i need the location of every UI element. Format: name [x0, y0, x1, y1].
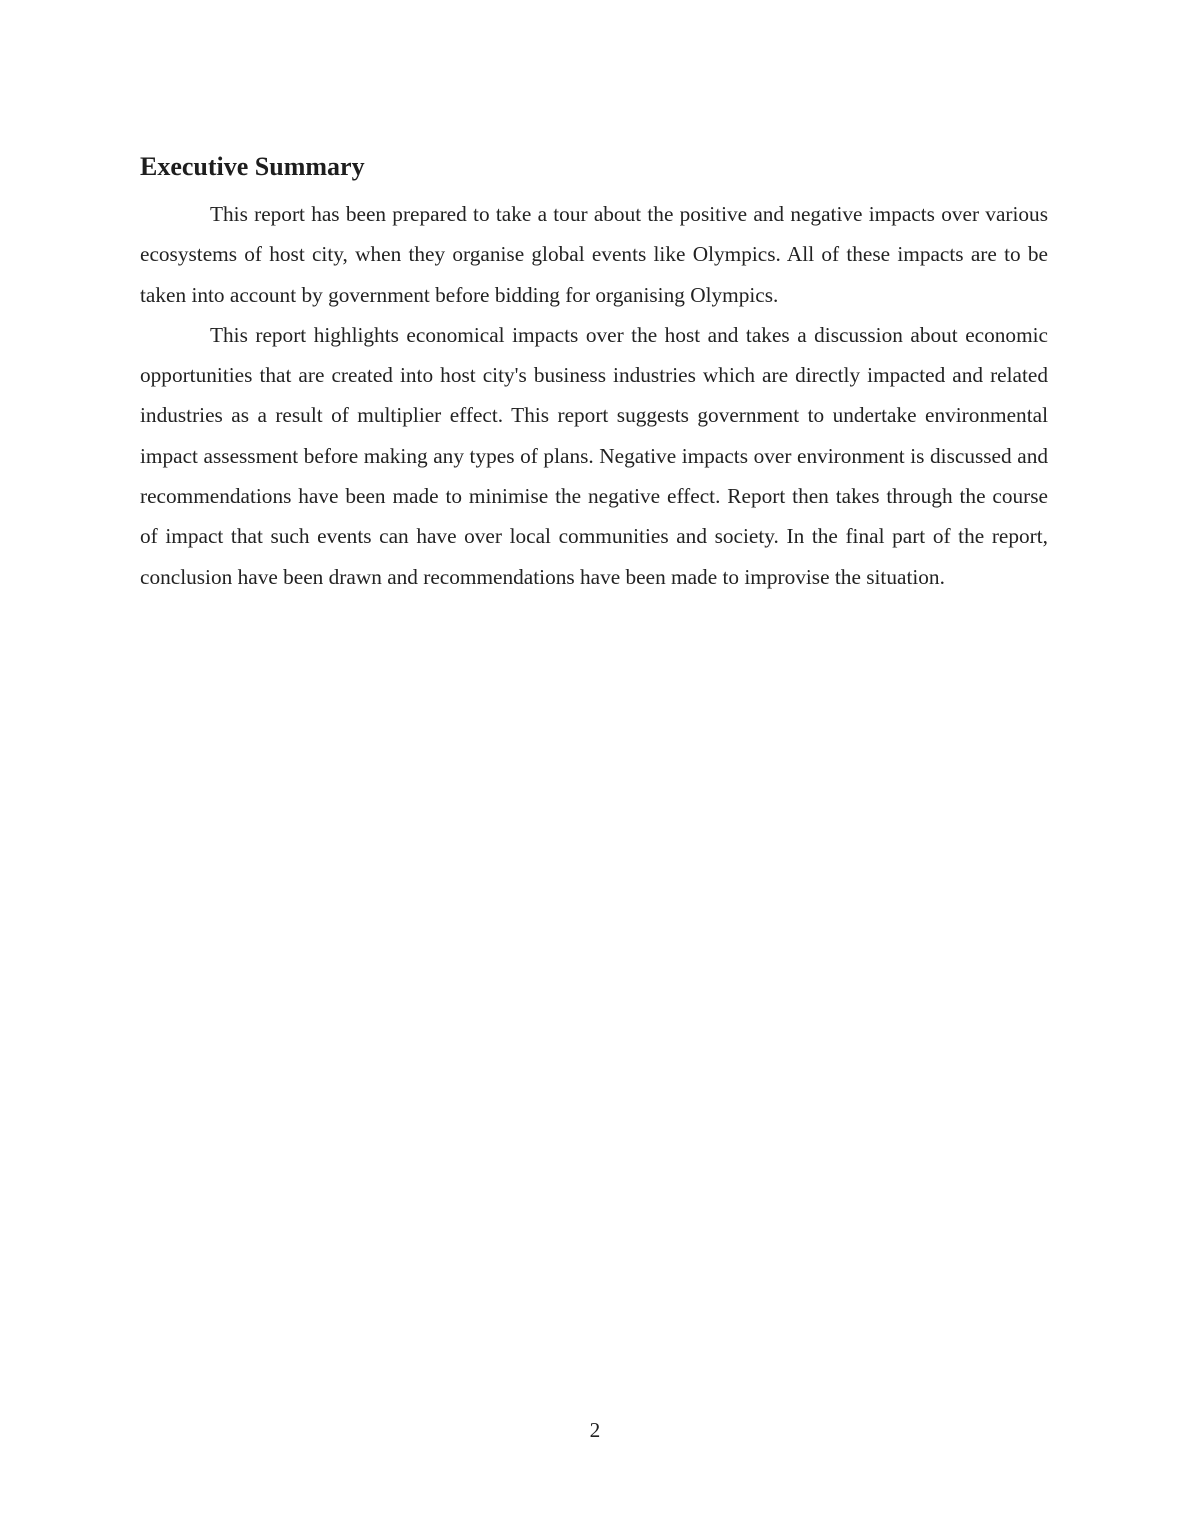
summary-paragraph-1: This report has been prepared to take a tour about the positive and negative impacts over various ecosystems of host city, when they organise global events like Olympics. All of these impacts are to be taken into account by government before bidding for organising Olympics.: [140, 202, 1048, 307]
page-number: 2: [589, 1418, 601, 1442]
page-content: [140, 150, 1048, 597]
summary-paragraph-2: This report highlights economical impacts over the host and takes a discussion about economic opportunities that are created into host city's business industries which are directly impacted and related industries as a result of multiplier effect. This report suggests government to undertake environmental impact assessment before making any types of plans. Negative impacts over environment is discussed and recommendations have been made to minimise the negative effect. Report then takes through the course of impact that such events can have over local communities and society. In the final part of the report, conclusion have been drawn and recommendations have been made to improvise the situation.: [140, 322, 1048, 589]
section-heading: Executive Summary: [140, 152, 365, 181]
